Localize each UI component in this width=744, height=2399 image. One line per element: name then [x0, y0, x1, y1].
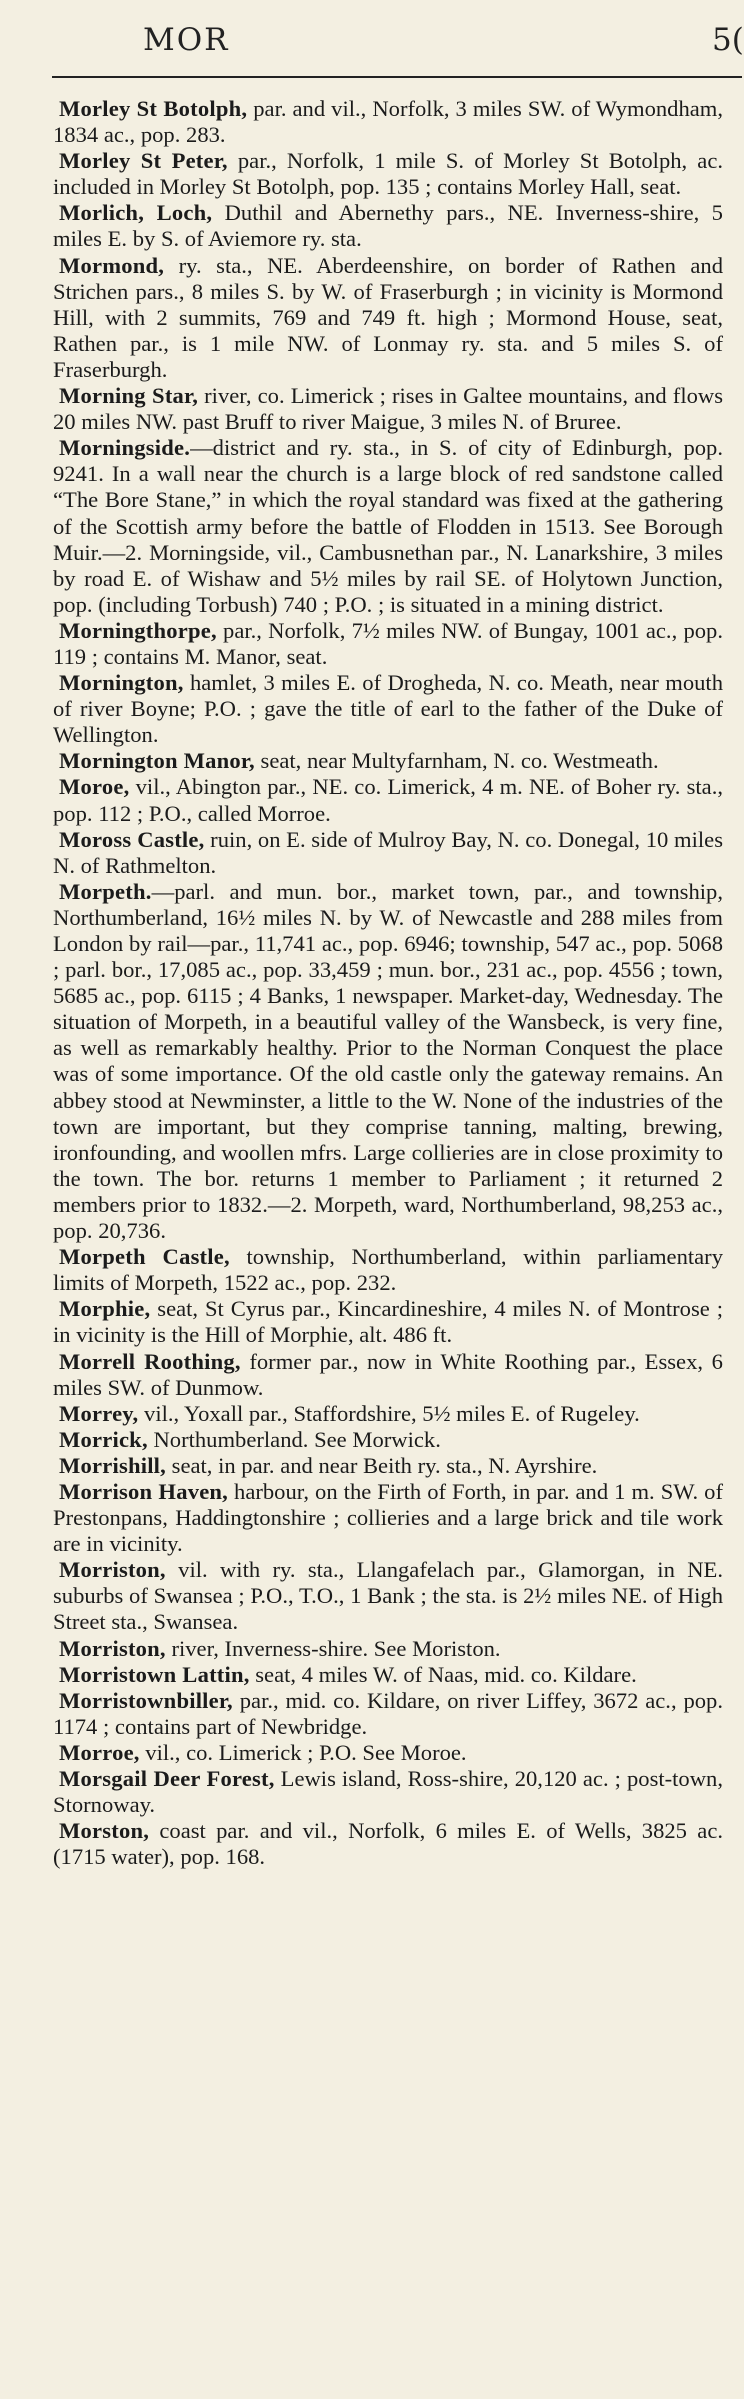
entry-headword: Morlich, Loch,: [59, 200, 213, 226]
entry: [53, 827, 723, 879]
entry: [53, 1766, 723, 1818]
entry-list: [53, 96, 723, 1870]
entry-headword: Mornington,: [59, 670, 184, 696]
entry-text: ry. sta., NE. Aberdeenshire, on border of Rathen and Strichen pars., 8 miles S. by W. of Fraserburgh ; in vicinity is Mormond Hill, with 2 summits, 769 and 749 ft. high ; Mormond House, seat, Rathen par., is 1 mile NW. of Lonmay ry. sta. and 5 miles S. of Fraserburgh.: [53, 252, 723, 382]
entry: [53, 1818, 723, 1870]
entry-headword: Morrick,: [59, 1426, 148, 1452]
entry-headword: Morningside.: [59, 435, 191, 461]
entry: [53, 1401, 723, 1427]
entry-text: coast par. and vil., Norfolk, 6 miles E. of Wells, 3825 ac. (1715 water), pop. 168.: [53, 1818, 723, 1870]
entry-headword: Morsgail Deer Forest,: [59, 1766, 275, 1791]
entry: [53, 96, 723, 148]
entry: [53, 1479, 723, 1557]
entry-headword: Morroe,: [59, 1739, 140, 1765]
entry: [53, 383, 723, 435]
running-head: MOR: [143, 22, 230, 58]
header-rule: [52, 76, 742, 78]
entry-text: vil., Abington par., NE. co. Limerick, 4 m. NE. of Boher ry. sta., pop. 112 ; P.O., called Morroe.: [53, 774, 723, 826]
entry-text: seat, near Multyfarnham, N. co. Westmeath.: [254, 748, 659, 774]
entry-text: hamlet, 3 miles E. of Drogheda, N. co. Meath, near mouth of river Boyne; P.O. ; gave the title of earl to the father of the Duke of Wellington.: [53, 670, 723, 748]
entry-text: par. and vil., Norfolk, 3 miles SW. of Wymondham, 1834 ac., pop. 283.: [53, 96, 724, 148]
entry: [53, 1636, 723, 1662]
entry: [53, 200, 723, 252]
entry-headword: Morley St Botolph,: [59, 96, 248, 121]
entry: [53, 1427, 723, 1453]
entry-headword: Morristown Lattin,: [59, 1661, 250, 1687]
entry-headword: Morphie,: [59, 1296, 151, 1322]
entry-text: par., Norfolk, 7½ miles NW. of Bungay, 1001 ac., pop. 119 ; contains M. Manor, seat.: [53, 617, 723, 669]
entry-headword: Morriston,: [59, 1557, 166, 1583]
entry-text: seat, 4 miles W. of Naas, mid. co. Kildare.: [249, 1661, 637, 1687]
entry-headword: Mornington Manor,: [59, 748, 255, 774]
entry-headword: Morriston,: [59, 1635, 166, 1661]
entry-text: harbour, on the Firth of Forth, in par. and 1 m. SW. of Prestonpans, Haddingtonshire ; collieries and a large brick and tile work are in vicinity.: [53, 1478, 723, 1557]
entry-headword: Morrey,: [59, 1400, 139, 1426]
page-header: [0, 0, 744, 78]
entry-text: river, Inverness-shire. See Moriston.: [165, 1635, 501, 1661]
entry-headword: Morpeth.: [59, 878, 152, 904]
entry: [53, 1244, 723, 1296]
entry-text: par., Norfolk, 1 mile S. of Morley St Botolph, ac. included in Morley St Botolph, pop. 135 ; contains Morley Hall, seat.: [53, 148, 723, 200]
entry-headword: Morristownbiller,: [59, 1687, 233, 1713]
entry: [53, 1662, 723, 1688]
entry-text: Duthil and Abernethy pars., NE. Inverness-shire, 5 miles E. by S. of Aviemore ry. sta.: [53, 200, 723, 252]
entry: [53, 748, 723, 774]
entry-text: vil., Yoxall par., Staffordshire, 5½ miles E. of Rugeley.: [138, 1400, 640, 1426]
entry-text: township, Northumberland, within parliamentary limits of Morpeth, 1522 ac., pop. 232.: [53, 1244, 723, 1296]
entry-text: river, co. Limerick ; rises in Galtee mountains, and flows 20 miles NW. past Bruff to river Maigue, 3 miles N. of Bruree.: [53, 383, 724, 435]
entry-headword: Morning Star,: [59, 383, 199, 409]
entry: [53, 435, 723, 618]
entry-text: —district and ry. sta., in S. of city of Edinburgh, pop. 9241. In a wall near the church is a large block of red sandstone called “The Bore Stane,” in which the royal standard was fixed at the gathering of the Scottish army before the battle of Flodden in 1513. See Borough Muir.—2. Morningside, vil., Cambusnethan par., N. Lanarkshire, 3 miles by road E. of Wishaw and 5½ miles by rail SE. of Holytown Junction, pop. (including Torbush) 740 ; P.O. ; is situated in a mining district.: [53, 435, 723, 617]
entry-headword: Morston,: [59, 1818, 150, 1844]
entry-text: Northumberland. See Morwick.: [147, 1426, 441, 1452]
entry: [53, 148, 723, 200]
entry-text: seat, St Cyrus par., Kincardineshire, 4 miles N. of Montrose ; in vicinity is the Hill of Morphie, alt. 486 ft.: [53, 1296, 723, 1348]
entry-headword: Moross Castle,: [59, 826, 205, 852]
entry: [53, 253, 723, 383]
entry-text: vil. with ry. sta., Llangafelach par., Glamorgan, in NE. suburbs of Swansea ; P.O., T.O., 1 Bank ; the sta. is 2½ miles NE. of High Street sta., Swansea.: [53, 1557, 723, 1635]
entry: [53, 1557, 723, 1635]
entry-text: vil., co. Limerick ; P.O. See Moroe.: [139, 1739, 467, 1765]
entry-headword: Mormond,: [59, 252, 165, 278]
entry: [53, 774, 723, 826]
entry-headword: Morningthorpe,: [59, 617, 217, 643]
entry-text: par., mid. co. Kildare, on river Liffey, 3672 ac., pop. 1174 ; contains part of Newbridge.: [53, 1687, 723, 1739]
entry: [53, 670, 723, 748]
entry-headword: Morrison Haven,: [59, 1478, 229, 1504]
entry: [53, 1349, 723, 1401]
entry: [53, 1296, 723, 1348]
entry: [53, 1740, 723, 1766]
entry-text: Lewis island, Ross-shire, 20,120 ac. ; post-town, Stornoway.: [53, 1766, 723, 1818]
entry: [53, 1688, 723, 1740]
entry-headword: Moroe,: [59, 774, 130, 800]
entry: [53, 618, 723, 670]
entry-text: ruin, on E. side of Mulroy Bay, N. co. Donegal, 10 miles N. of Rathmelton.: [53, 826, 723, 878]
entry-text: —parl. and mun. bor., market town, par., and township, Northumberland, 16½ miles N. by W. of Newcastle and 288 miles from London by rail—par., 11,741 ac., pop. 6946; township, 547 ac., pop. 5068 ; parl. bor., 17,085 ac., pop. 33,459 ; mun. bor., 231 ac., pop. 4556 ; town, 5685 ac., pop. 6115 ; 4 Banks, 1 newspaper. Market-day, Wednesday. The situation of Morpeth, in a beautiful valley of the Wansbeck, is very fine, as well as remarkably healthy. Prior to the Norman Conquest the place was of some importance. Of the old castle only the gateway remains. An abbey stood at Newminster, a little to the W. None of the industries of the town are important, but they comprise tanning, malting, brewing, ironfounding, and woollen mfrs. Large collieries are in close proximity to the town. The bor. returns 1 member to Parliament ; it returned 2 members prior to 1832.—2. Morpeth, ward, Northumberland, 98,253 ac., pop. 20,736.: [53, 878, 723, 1244]
entry: [53, 879, 723, 1244]
entry-headword: Morley St Peter,: [59, 148, 228, 174]
entry-text: former par., now in White Roothing par., Essex, 6 miles SW. of Dunmow.: [53, 1348, 723, 1400]
entry-text: seat, in par. and near Beith ry. sta., N. Ayrshire.: [166, 1452, 598, 1478]
entry-headword: Morrell Roothing,: [59, 1348, 241, 1374]
entry-headword: Morpeth Castle,: [59, 1244, 230, 1270]
entry: [53, 1453, 723, 1479]
entry-headword: Morrishill,: [59, 1452, 166, 1478]
page-number: 5(: [712, 22, 744, 58]
